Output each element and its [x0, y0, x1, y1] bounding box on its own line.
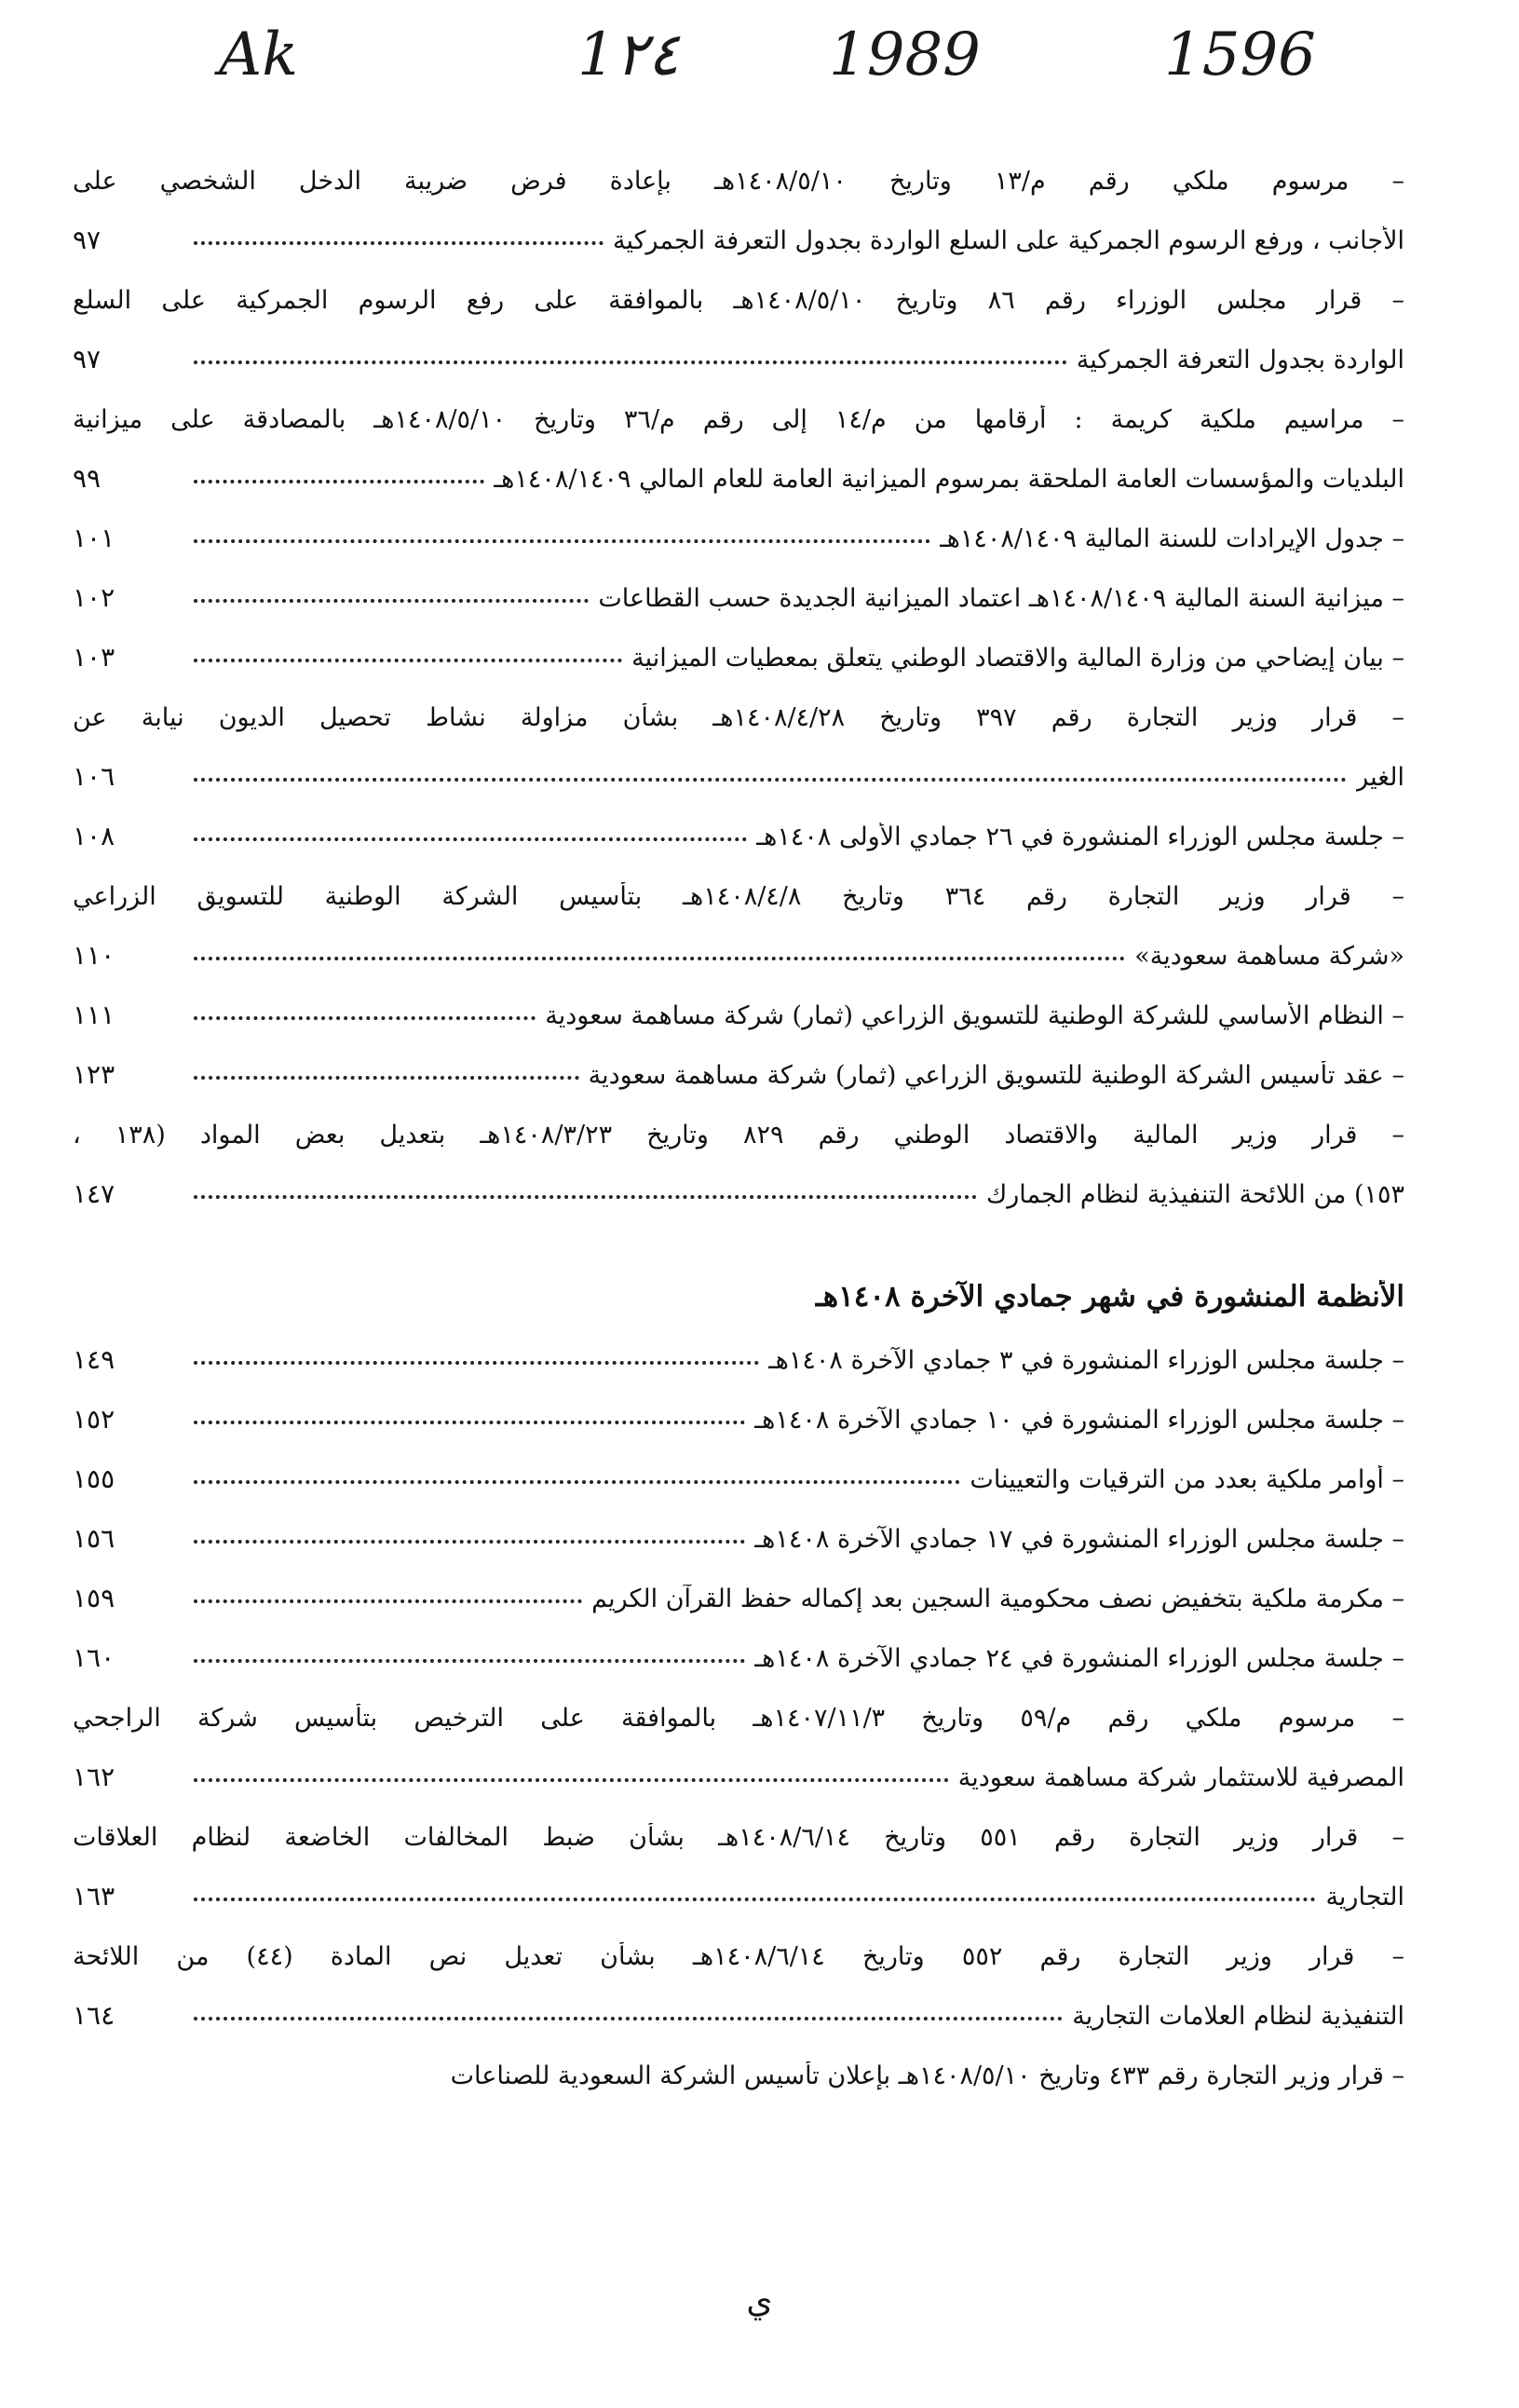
- dot-leader: [194, 539, 930, 543]
- toc-entry-text: المصرفية للاستثمار شركة مساهمة سعودية: [957, 1763, 1404, 1792]
- toc-entry: [73, 1034, 1404, 1094]
- table-of-contents: [73, 140, 1404, 2094]
- toc-entry-text: – عقد تأسيس الشركة الوطنية للتسويق الزراعي (ثمار) شركة مساهمة سعودية: [588, 1061, 1404, 1090]
- toc-entry-line: [73, 676, 1404, 736]
- page-number: ١٢٣: [73, 1059, 115, 1090]
- toc-entry-line: [73, 1796, 1404, 1856]
- toc-entry: [73, 2034, 1404, 2094]
- toc-entry-text: «شركة مساهمة سعودية»: [1134, 942, 1404, 971]
- toc-entry-line: [73, 1736, 1404, 1796]
- toc-entry: [73, 974, 1404, 1034]
- toc-entry-line: [73, 915, 1404, 974]
- toc-entry-text: – قرار وزير التجارة رقم ٣٦٤ وتاريخ ١٤٠٨/٤/٨هـ بتأسيس الشركة الوطنية للتسويق الزراعي: [73, 882, 1404, 911]
- toc-entry-line: [73, 1915, 1404, 1975]
- toc-entry-text: – قرار وزير التجارة رقم ٥٥١ وتاريخ ١٤٠٨/٦/١٤هـ بشأن ضبط المخالفات الخاضعة لنظام العلاقات: [73, 1823, 1404, 1852]
- toc-entry-line: [73, 2034, 1404, 2094]
- page-number: ٩٧: [73, 344, 102, 374]
- toc-entry-text: الواردة بجدول التعرفة الجمركية: [1076, 346, 1404, 374]
- page-number: ١٥٢: [73, 1404, 115, 1435]
- page-number: ١١١: [73, 1000, 115, 1030]
- toc-entry-text: الغير: [1356, 763, 1404, 792]
- dot-leader: [194, 1076, 579, 1080]
- toc-entry-text: التنفيذية لنظام العلامات التجارية: [1072, 2002, 1404, 2031]
- page-folio: ي: [746, 2282, 773, 2320]
- toc-entry: [73, 497, 1404, 557]
- dot-leader: [194, 361, 1067, 364]
- toc-entry-text: – قرار وزير التجارة رقم ٤٣٣ وتاريخ ١٤٠٨/٥/١٠هـ بإعلان تأسيس الشركة السعودية للصناعات: [450, 2061, 1404, 2090]
- toc-entry: [73, 796, 1404, 855]
- toc-entry-line: [73, 1975, 1404, 2034]
- toc-entry-line: [73, 1677, 1404, 1736]
- toc-entry: [73, 1915, 1404, 2034]
- toc-entry: [73, 557, 1404, 617]
- toc-entry-line: [73, 438, 1404, 497]
- toc-entry-text: – مكرمة ملكية بتخفيض نصف محكومية السجين بعد إكماله حفظ القرآن الكريم: [591, 1585, 1404, 1613]
- toc-entry-line: [73, 736, 1404, 796]
- dot-leader: [194, 1599, 582, 1603]
- toc-entry-line: [73, 259, 1404, 319]
- toc-entry: [73, 1677, 1404, 1796]
- handwritten-note: 1٢٤: [577, 20, 680, 89]
- toc-entry-line: [73, 378, 1404, 438]
- dot-leader: [194, 599, 589, 603]
- handwritten-annotations: [0, 20, 1519, 123]
- toc-entry-line: [73, 1034, 1404, 1094]
- page-number: ٩٩: [73, 463, 102, 494]
- toc-entry-line: [73, 1153, 1404, 1213]
- toc-entry: [73, 1796, 1404, 1915]
- toc-entry-line: [73, 1094, 1404, 1153]
- dot-leader: [194, 659, 622, 662]
- toc-entry-line: [73, 199, 1404, 259]
- page-number: ١٥٥: [73, 1463, 115, 1494]
- toc-entry-text: التجارية: [1325, 1883, 1404, 1911]
- toc-entry-line: [73, 140, 1404, 199]
- handwritten-note: 1989: [829, 20, 981, 89]
- toc-entry: [73, 1094, 1404, 1213]
- page-number: ١٠٦: [73, 761, 115, 792]
- toc-entry-text: – جلسة مجلس الوزراء المنشورة في ١٧ جمادي الآخرة ١٤٠٨هـ: [754, 1525, 1404, 1554]
- page-number: ١٠٢: [73, 582, 115, 613]
- toc-entry: [73, 1319, 1404, 1379]
- toc-entry: [73, 617, 1404, 676]
- page-number: ١٠٨: [73, 821, 115, 851]
- toc-entry-line: [73, 1856, 1404, 1915]
- toc-entry-text: – جلسة مجلس الوزراء المنشورة في ٢٤ جمادي الآخرة ١٤٠٨هـ: [754, 1644, 1404, 1673]
- dot-leader: [194, 1195, 977, 1199]
- dot-leader: [194, 2017, 1063, 2020]
- dot-leader: [194, 1421, 745, 1424]
- dot-leader: [194, 778, 1347, 782]
- toc-entry-text: – مرسوم ملكي رقم م/١٣ وتاريخ ١٤٠٨/٥/١٠هـ بإعادة فرض ضريبة الدخل الشخصي على: [73, 167, 1404, 196]
- dot-leader: [194, 1898, 1316, 1901]
- toc-entry-text: – قرار مجلس الوزراء رقم ٨٦ وتاريخ ١٤٠٨/٥/١٠هـ بالموافقة على رفع الرسوم الجمركية على السلع: [73, 286, 1404, 315]
- toc-entry-text: – قرار وزير التجارة رقم ٥٥٢ وتاريخ ١٤٠٨/٦/١٤هـ بشأن تعديل نص المادة (٤٤) من اللائحة: [73, 1942, 1404, 1971]
- toc-entry-line: [73, 1558, 1404, 1617]
- page-number: ١٦٣: [73, 1881, 115, 1911]
- toc-entry-line: [73, 617, 1404, 676]
- section-heading-text: الأنظمة المنشورة في شهر جمادي الآخرة ١٤٠٨هـ: [814, 1280, 1404, 1313]
- dot-leader: [194, 1361, 759, 1365]
- toc-entry: [73, 1498, 1404, 1558]
- toc-entry-line: [73, 1438, 1404, 1498]
- page-number: ١٥٩: [73, 1583, 115, 1613]
- section-heading: [73, 1259, 1404, 1319]
- page-number: ١٠٣: [73, 642, 115, 673]
- toc-entry-line: [73, 1319, 1404, 1379]
- toc-entry-line: [73, 974, 1404, 1034]
- dot-leader: [194, 957, 1125, 960]
- toc-entry-text: – النظام الأساسي للشركة الوطنية للتسويق الزراعي (ثمار) شركة مساهمة سعودية: [545, 1001, 1404, 1030]
- dot-leader: [194, 1016, 536, 1020]
- dot-leader: [194, 241, 604, 245]
- toc-entry-text: – ميزانية السنة المالية ١٤٠٨/١٤٠٩هـ اعتماد الميزانية الجديدة حسب القطاعات: [598, 584, 1404, 613]
- page-number: ١٦٢: [73, 1762, 115, 1792]
- handwritten-note: 1596: [1164, 20, 1316, 89]
- dot-leader: [194, 837, 747, 841]
- toc-entry: [73, 1558, 1404, 1617]
- toc-entry-text: البلديات والمؤسسات العامة الملحقة بمرسوم الميزانية العامة للعام المالي ١٤٠٨/١٤٠٩هـ: [494, 465, 1404, 494]
- toc-entry: [73, 855, 1404, 974]
- toc-entry-text: – جدول الإيرادات للسنة المالية ١٤٠٨/١٤٠٩هـ: [939, 524, 1404, 553]
- toc-entry-text: – جلسة مجلس الوزراء المنشورة في ٢٦ جمادي الأولى ١٤٠٨هـ: [756, 823, 1404, 851]
- toc-entry-text: – قرار وزير المالية والاقتصاد الوطني رقم ٨٢٩ وتاريخ ١٤٠٨/٣/٢٣هـ بتعديل بعض المواد (١٣٨ ،: [73, 1121, 1404, 1150]
- toc-entry-line: [73, 497, 1404, 557]
- toc-entry-text: الأجانب ، ورفع الرسوم الجمركية على السلع الواردة بجدول التعرفة الجمركية: [613, 226, 1404, 255]
- dot-leader: [194, 1659, 745, 1663]
- toc-entry-text: ١٥٣) من اللائحة التنفيذية لنظام الجمارك: [986, 1180, 1404, 1209]
- toc-entry-text: – جلسة مجلس الوزراء المنشورة في ١٠ جمادي الآخرة ١٤٠٨هـ: [754, 1406, 1404, 1435]
- toc-entry: [73, 378, 1404, 497]
- toc-entry-line: [73, 319, 1404, 378]
- page-number: ١٦٠: [73, 1642, 115, 1673]
- toc-entry: [73, 259, 1404, 378]
- toc-entry: [73, 140, 1404, 259]
- toc-entry-text: – مرسوم ملكي رقم م/٥٩ وتاريخ ١٤٠٧/١١/٣هـ بالموافقة على الترخيص بتأسيس شركة الراجحي: [73, 1704, 1404, 1733]
- dot-leader: [194, 480, 484, 483]
- handwritten-note: Ak: [219, 20, 298, 89]
- toc-entry-line: [73, 796, 1404, 855]
- toc-entry: [73, 1379, 1404, 1438]
- page-number: ١٥٦: [73, 1523, 115, 1554]
- dot-leader: [194, 1540, 745, 1544]
- dot-leader: [194, 1480, 960, 1484]
- page-number: ١٤٧: [73, 1178, 115, 1209]
- toc-entry-text: – جلسة مجلس الوزراء المنشورة في ٣ جمادي الآخرة ١٤٠٨هـ: [767, 1346, 1404, 1375]
- toc-entry: [73, 1438, 1404, 1498]
- page-number: ٩٧: [73, 224, 102, 255]
- page-number: ١٠١: [73, 523, 115, 553]
- toc-entry: [73, 676, 1404, 796]
- toc-entry: [73, 1617, 1404, 1677]
- toc-entry-line: [73, 1617, 1404, 1677]
- toc-entry-text: – بيان إيضاحي من وزارة المالية والاقتصاد الوطني يتعلق بمعطيات الميزانية: [631, 644, 1404, 673]
- page-number: ١٦٤: [73, 2000, 115, 2031]
- toc-entry-line: [73, 855, 1404, 915]
- toc-entry-text: – قرار وزير التجارة رقم ٣٩٧ وتاريخ ١٤٠٨/٤/٢٨هـ بشأن مزاولة نشاط تحصيل الديون نيابة عن: [73, 703, 1404, 732]
- toc-entry-text: – مراسيم ملكية كريمة : أرقامها من م/١٤ إلى رقم م/٣٦ وتاريخ ١٤٠٨/٥/١٠هـ بالمصادقة على ميزانية: [73, 405, 1404, 434]
- toc-entry-line: [73, 557, 1404, 617]
- toc-entry-line: [73, 1379, 1404, 1438]
- page-number: ١١٠: [73, 940, 115, 971]
- dot-leader: [194, 1778, 949, 1782]
- toc-entry-line: [73, 1498, 1404, 1558]
- toc-entry-text: – أوامر ملكية بعدد من الترقيات والتعيينات: [970, 1465, 1404, 1494]
- page-number: ١٤٩: [73, 1344, 115, 1375]
